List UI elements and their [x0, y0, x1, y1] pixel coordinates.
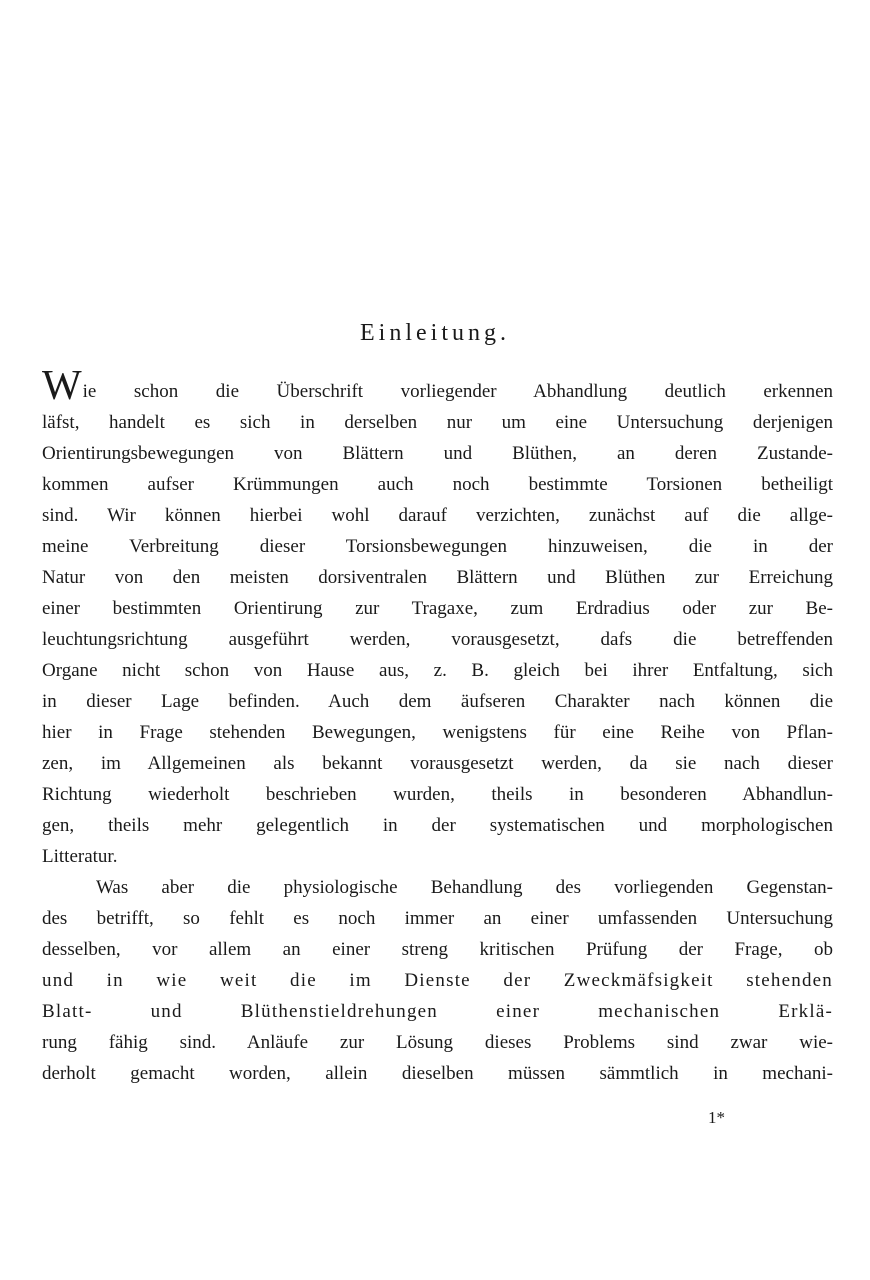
- text-line: Wie schon die Überschrift vorliegender Abhandlung deutlich erkennen: [42, 363, 833, 409]
- text-line: Natur von den meisten dorsiventralen Blättern und Blüthen zur Erreichung: [42, 567, 833, 588]
- text-line: Richtung wiederholt beschrieben wurden, theils in besonderen Abhandlun-: [42, 784, 833, 805]
- body-text: [42, 363, 833, 1089]
- text-line: in dieser Lage befinden. Auch dem äufseren Charakter nach können die: [42, 691, 833, 712]
- drop-cap: W: [42, 363, 82, 409]
- text-line: zen, im Allgemeinen als bekannt vorausgesetzt werden, da sie nach dieser: [42, 753, 833, 774]
- text-line: rung fähig sind. Anläufe zur Lösung dieses Problems sind zwar wie-: [42, 1032, 833, 1053]
- text-line: Organe nicht schon von Hause aus, z. B. gleich bei ihrer Entfaltung, sich: [42, 660, 833, 681]
- text-line: und in wie weit die im Dienste der Zweckmäfsigkeit stehenden: [42, 970, 833, 991]
- text-line: Litteratur.: [42, 846, 118, 867]
- text-line: sind. Wir können hierbei wohl darauf verzichten, zunächst auf die allge-: [42, 505, 833, 526]
- text-line: Blatt- und Blüthenstieldrehungen einer mechanischen Erklä-: [42, 1001, 833, 1022]
- text-line: einer bestimmten Orientirung zur Tragaxe, zum Erdradius oder zur Be-: [42, 598, 833, 619]
- page-title: Einleitung.: [360, 320, 510, 346]
- signature-mark: 1*: [708, 1108, 725, 1127]
- text-line: des betrifft, so fehlt es noch immer an einer umfassenden Untersuchung: [42, 908, 833, 929]
- text-line: Was aber die physiologische Behandlung des vorliegenden Gegenstan-: [96, 877, 833, 898]
- text-line: gen, theils mehr gelegentlich in der systematischen und morphologischen: [42, 815, 833, 836]
- text-line: läfst, handelt es sich in derselben nur um eine Untersuchung derjenigen: [42, 412, 833, 433]
- text-line: meine Verbreitung dieser Torsionsbewegungen hinzuweisen, die in der: [42, 536, 833, 557]
- text-line: Orientirungsbewegungen von Blättern und Blüthen, an deren Zustande-: [42, 443, 833, 464]
- text-line: desselben, vor allem an einer streng kritischen Prüfung der Frage, ob: [42, 939, 833, 960]
- text-line: leuchtungsrichtung ausgeführt werden, vorausgesetzt, dafs die betreffenden: [42, 629, 833, 650]
- text-line: derholt gemacht worden, allein dieselben müssen sämmtlich in mechani-: [42, 1063, 833, 1084]
- text-line: hier in Frage stehenden Bewegungen, wenigstens für eine Reihe von Pflan-: [42, 722, 833, 743]
- text-line: kommen aufser Krümmungen auch noch bestimmte Torsionen betheiligt: [42, 474, 833, 495]
